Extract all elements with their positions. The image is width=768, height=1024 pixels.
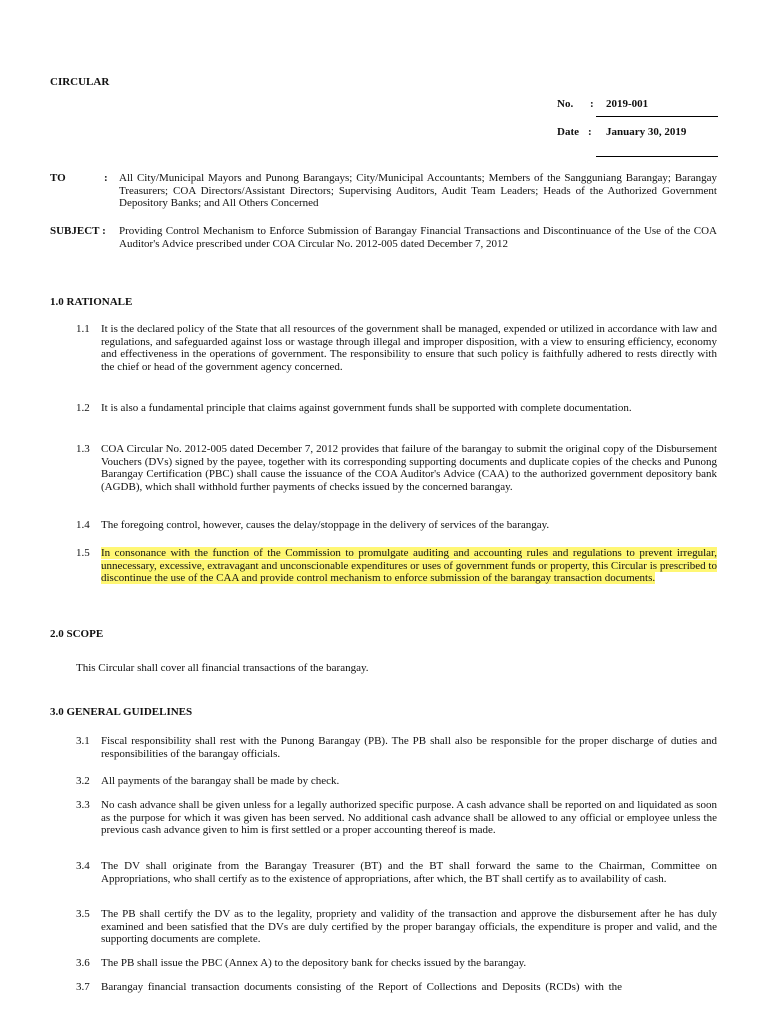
list-item: [76, 443, 717, 493]
date-value: January 30, 2019: [606, 126, 687, 138]
item-text: The DV shall originate from the Barangay Treasurer (BT) and the BT shall forward the same to the Chairman, Committee on Appropriations, who shall certify as to the existence of appropriations, after which, the BT shall certify as to availability of cash.: [101, 860, 717, 885]
list-item: [76, 519, 717, 532]
item-text: The foregoing control, however, causes the delay/stoppage in the delivery of services of the barangay.: [101, 519, 550, 531]
subject-label: SUBJECT :: [50, 225, 106, 237]
section-heading-scope: 2.0 SCOPE: [50, 628, 104, 640]
item-number: 1.4: [76, 519, 90, 531]
date-underline: [596, 156, 718, 157]
list-item: [76, 735, 717, 760]
circular-no-label: No.: [557, 98, 574, 110]
item-text: The PB shall certify the DV as to the legality, propriety and validity of the transaction and approve the disbursement after he has duly examined and been satisfied that the DVs are duly certified by the proper barangay officials, the expenditure is proper and valid, and the supporting documents are complete.: [101, 908, 717, 946]
list-item: [76, 323, 717, 373]
item-number: 3.1: [76, 735, 90, 747]
item-number: 3.3: [76, 799, 90, 811]
item-text: Barangay financial transaction documents consisting of the Report of Collections and Deposits (RCDs) with the: [101, 981, 623, 993]
item-text: All payments of the barangay shall be made by check.: [101, 775, 340, 787]
to-colon: :: [104, 172, 108, 184]
item-text: Fiscal responsibility shall rest with the Punong Barangay (PB). The PB shall also be responsible for the proper discharge of duties and responsibilities of the barangay officials.: [101, 735, 717, 760]
item-number: 1.3: [76, 443, 90, 455]
item-number: 1.2: [76, 402, 90, 414]
list-item: [76, 957, 717, 970]
subject-text: Providing Control Mechanism to Enforce Submission of Barangay Financial Transactions and Discontinuance of the Use of the COA Auditor's Advice prescribed under COA Circular No. 2012-005 dated December 7, 2012: [119, 225, 717, 250]
list-item: [76, 860, 717, 885]
section-heading-guidelines: 3.0 GENERAL GUIDELINES: [50, 706, 193, 718]
scope-text: This Circular shall cover all financial transactions of the barangay.: [76, 662, 369, 674]
item-text: The PB shall issue the PBC (Annex A) to the depository bank for checks issued by the barangay.: [101, 957, 527, 969]
item-number: 3.7: [76, 981, 90, 993]
item-number: 3.5: [76, 908, 90, 920]
item-text: No cash advance shall be given unless for a legally authorized specific purpose. A cash advance shall be reported on and liquidated as soon as the purpose for which it was given has been served. No additional cash advance shall be allowed to any official or employee unless the previous cash advance given to him is first settled or a proper accounting thereof is made.: [101, 799, 717, 837]
doc-type-label: CIRCULAR: [50, 76, 110, 88]
addressees-text: All City/Municipal Mayors and Punong Barangays; City/Municipal Accountants; Members of the Sangguniang Barangay; Barangay Treasurers; COA Directors/Assistant Directors; Supervising Auditors, Audit Team Leaders; Heads of the Authorized Government Depository Banks; and All Others Concerned: [119, 172, 717, 210]
item-text: It is the declared policy of the State that all resources of the government shall be managed, expended or utilized in accordance with law and regulations, and safeguarded against loss or wastage through illegal and improper disposition, with a view to ensuring efficiency, economy and effectiveness in the operations of government. The responsibility to ensure that such policy is faithfully adhered to rests directly with the chief or head of the government agency concerned.: [101, 323, 717, 373]
list-item: [76, 799, 717, 837]
item-number: 1.1: [76, 323, 90, 335]
list-item-highlighted: [76, 547, 717, 585]
circular-no-colon: :: [590, 98, 594, 110]
circular-no-underline: [596, 116, 718, 117]
item-number: 1.5: [76, 547, 90, 559]
to-label: TO: [50, 172, 66, 184]
highlighted-text: In consonance with the function of the Commission to promulgate auditing and accounting rules and regulations to prevent irregular, unnecessary, excessive, extravagant and unconscionable expenditures or uses of government funds or property, this Circular is prescribed to discontinue the use of the CAA and provide control mechanism to enforce submission of the barangay transaction documents.: [101, 547, 717, 585]
circular-no-value: 2019-001: [606, 98, 649, 110]
date-label: Date: [557, 126, 579, 138]
item-number: 3.2: [76, 775, 90, 787]
list-item: [76, 775, 717, 788]
item-number: 3.6: [76, 957, 90, 969]
list-item: [76, 981, 717, 994]
date-colon: :: [588, 126, 592, 138]
list-item: [76, 402, 717, 415]
item-text: It is also a fundamental principle that claims against government funds shall be supported with complete documentation.: [101, 402, 632, 414]
list-item: [76, 908, 717, 946]
item-number: 3.4: [76, 860, 90, 872]
section-heading-rationale: 1.0 RATIONALE: [50, 296, 133, 308]
item-text: COA Circular No. 2012-005 dated December 7, 2012 provides that failure of the barangay to submit the original copy of the Disbursement Vouchers (DVs) signed by the payee, together with its corresponding supporting documents and duplicate copies of the checks and Punong Barangay Certification (PBC) shall cause the issuance of the COA Auditor's Advice (CAA) to the authorized government depository bank (AGDB), which shall withhold further payments of checks issued by the concerned barangay.: [101, 443, 717, 493]
